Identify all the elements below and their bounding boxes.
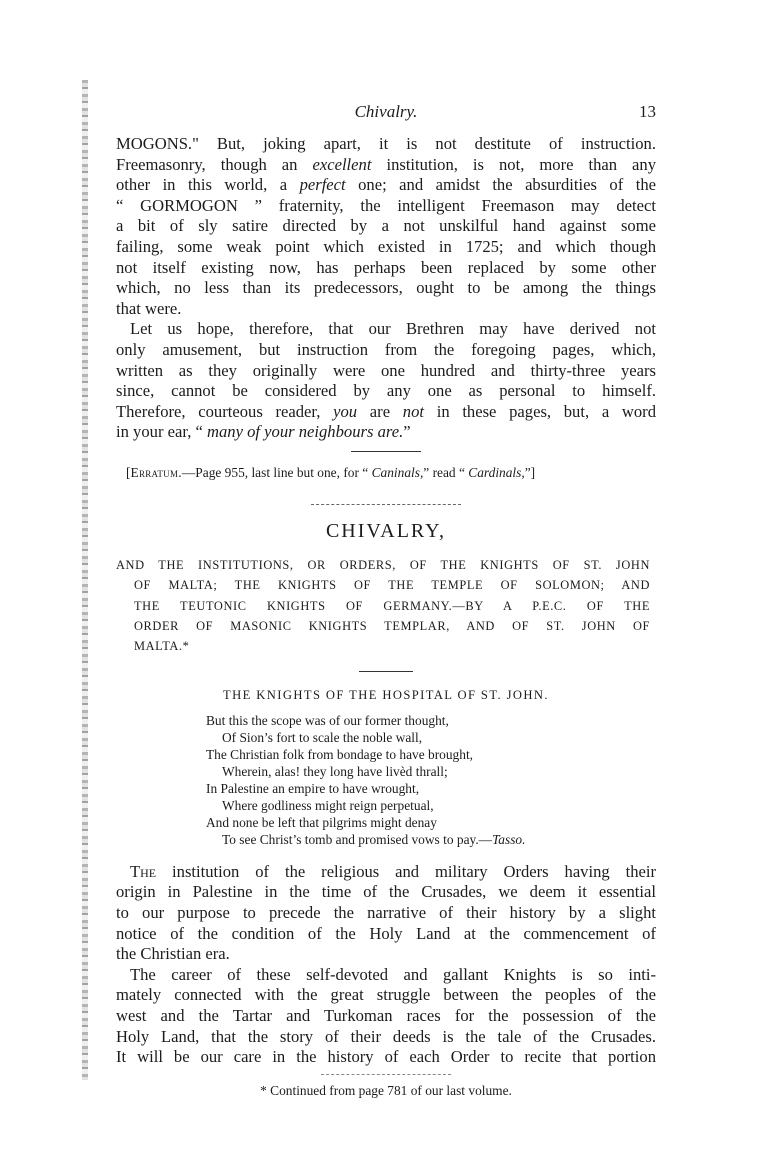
text-line: not itself existing now, has perhaps been replaced by some other — [116, 257, 656, 277]
page-body — [116, 134, 656, 1100]
text-line: mately connected with the great struggle between the peoples of the — [116, 985, 656, 1005]
poem-line: And none be left that pilgrims might denay — [206, 814, 437, 830]
text-line: a bit of sly satire directed by a not unskilful hand against some — [116, 216, 656, 236]
text-line: The career of these self-devoted and gallant Knights is so inti- — [130, 964, 656, 984]
paragraph-institution — [116, 862, 656, 965]
poem-line: Of Sion’s fort to scale the noble wall, — [222, 729, 423, 745]
text-line: Holy Land, that the story of their deeds is the tale of the Crusades. — [116, 1026, 656, 1046]
text-line: failing, some weak point which existed in 1725; and which though — [116, 236, 656, 256]
poem-line: But this the scope was of our former thought, — [206, 712, 449, 728]
subtitle-line: MALTA.* — [134, 639, 190, 654]
subtitle-line: AND THE INSTITUTIONS, OR ORDERS, OF THE KNIGHTS OF ST. JOHN — [116, 557, 650, 572]
text-line: The institution of the religious and military Orders having their — [130, 861, 656, 881]
poem-line: The Christian folk from bondage to have brought, — [206, 746, 474, 762]
page-number: 13 — [639, 102, 656, 121]
text-line: to our purpose to precede the narrative of their history by a slight — [116, 903, 656, 923]
text-line: since, cannot be considered by any one as personal to himself. — [116, 381, 656, 401]
subtitle-line: ORDER OF MASONIC KNIGHTS TEMPLAR, AND OF ST. JOHN OF — [134, 619, 650, 634]
running-header — [116, 102, 656, 126]
poem-author: Tasso. — [492, 831, 526, 847]
text-line: which, no less than its predecessors, ought to be among the things — [116, 278, 656, 298]
poem-line: Wherein, alas! they long have livèd thrall; — [222, 763, 448, 779]
text-line: notice of the condition of the Holy Land at the commencement of — [116, 923, 656, 943]
text-line: other in this world, a perfect one; and amidst the absurdities of the — [116, 175, 657, 195]
paragraph-career — [116, 965, 656, 1068]
subtitle-rule — [359, 671, 413, 672]
text-line: Freemasonry, though an excellent institution, is not, more than any — [116, 154, 656, 174]
subtitle-line: THE TEUTONIC KNIGHTS OF GERMANY.—BY A P.E.C. OF THE — [134, 598, 650, 613]
text-line: the Christian era. — [116, 944, 230, 964]
footnote-rule — [321, 1074, 451, 1076]
poem-line: Where godliness might reign perpetual, — [222, 797, 434, 813]
erratum-note: [Erratum.—Page 955, last line but one, for “ Caninals,” read “ Cardinals,”] — [126, 464, 536, 480]
text-line: “ GORMOGON ” fraternity, the intelligent Freemason may detect — [116, 195, 656, 215]
text-line: origin in Palestine in the time of the Crusades, we deem it essential — [116, 882, 656, 902]
text-line: only amusement, but instruction from the foregoing pages, which, — [116, 339, 656, 359]
chapter-title: CHIVALRY, — [325, 519, 447, 542]
text-line: Let us hope, therefore, that our Brethren may have derived not — [130, 319, 656, 339]
paragraph-let-us-hope — [116, 319, 656, 443]
footnote: * Continued from page 781 of our last volume. — [260, 1082, 512, 1098]
text-line: Therefore, courteous reader, you are not in these pages, but, a word — [116, 401, 657, 421]
binding-edge — [82, 80, 88, 1080]
text-line: MOGONS." But, joking apart, it is not destitute of instruction. — [116, 134, 656, 153]
chapter-subtitle — [116, 555, 656, 657]
text-line: west and the Tartar and Turkoman races for the possession of the — [116, 1006, 656, 1026]
text-line: It will be our care in the history of each Order to recite that portion — [116, 1047, 656, 1067]
paragraph-gormogon — [116, 134, 656, 319]
text-line: in your ear, “ many of your neighbours are.” — [116, 422, 411, 442]
poem-line: In Palestine an empire to have wrought, — [206, 780, 420, 796]
text-line: written as they originally were one hundred and thirty-three years — [116, 360, 656, 380]
running-title: Chivalry. — [354, 102, 418, 121]
section-title: THE KNIGHTS OF THE HOSPITAL OF ST. JOHN. — [223, 687, 549, 702]
poem-line: To see Christ’s tomb and promised vows to pay.—Tasso. — [222, 831, 526, 847]
epigraph-poem — [116, 712, 656, 848]
subtitle-line: OF MALTA; THE KNIGHTS OF THE TEMPLE OF SOLOMON; AND — [134, 578, 650, 593]
text-line: that were. — [116, 298, 182, 318]
article-divider — [311, 504, 461, 505]
section-rule — [351, 451, 421, 452]
